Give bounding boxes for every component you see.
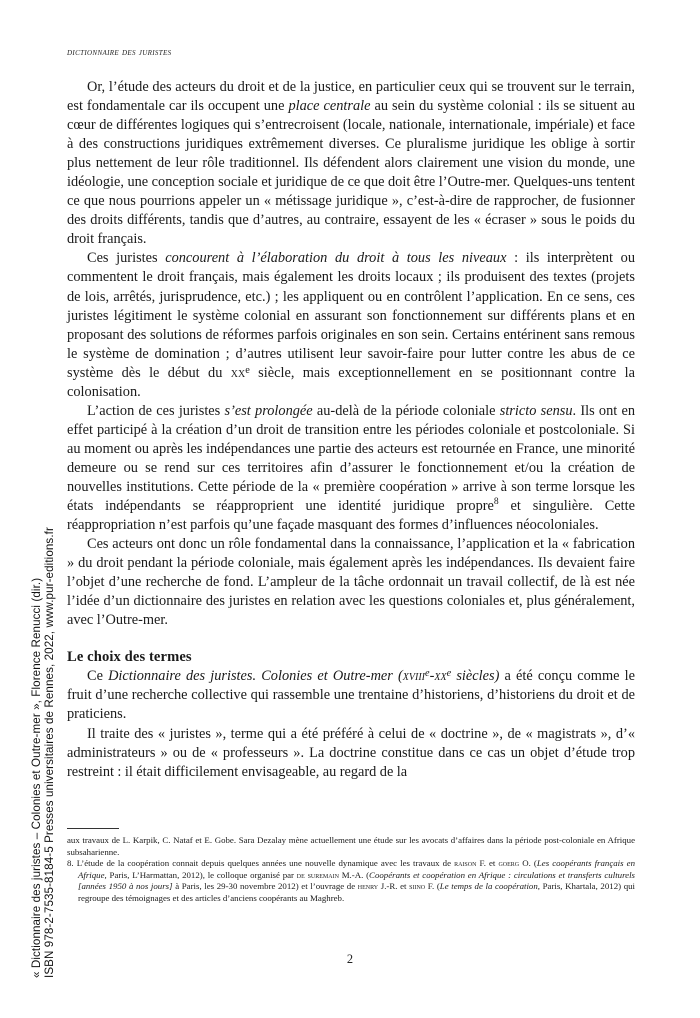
p5-work-title-end: siècles) bbox=[451, 668, 500, 685]
footnote-continuation: aux travaux de L. Karpik, C. Nataf et E. Gobe. Sara Dezalay mène actuellement une étude sur les avocats d’affaires dans la période post-coloniale en Afrique subsaharienne. bbox=[67, 835, 635, 857]
footnote-8-text-b: F. et bbox=[476, 858, 499, 869]
p5-century-1: xviii bbox=[402, 668, 426, 685]
footnote-8-text-i: , Paris, Khartala, 2012) qui regroupe des témoignages et des articles d’anciens coopérants au Maghreb. bbox=[78, 881, 635, 903]
footnote-8-text-e: M.-A. ( bbox=[338, 869, 370, 880]
p3-text-b: au-delà de la période coloniale bbox=[312, 402, 500, 419]
p5-century-2-ordinal: e bbox=[446, 668, 452, 680]
p3-emphasis-1: s’est prolongée bbox=[224, 402, 313, 419]
footnote-8-author-goerg: goerg bbox=[498, 858, 520, 869]
p2-century-ordinal: e bbox=[245, 364, 250, 376]
footnote-8-text-g: J.-R. et bbox=[378, 881, 410, 892]
footnote-8-author-raison: raison bbox=[454, 858, 477, 869]
footnote-8-text-d: , Paris, L’Harmattan, 2012), le colloque organisé par bbox=[104, 869, 297, 880]
paragraph-4: Ces acteurs ont donc un rôle fondamental dans la connaissance, l’application et la « fabrication » du droit pendant la période coloniale, mais également après les indépendances. Ils devaient faire l’objet d’une recherche de fond. L’ampleur de la tâche ordonnait un travail collectif, de là est née l’idée d’un dictionnaire des juristes en relation avec les questions coloniales et, plus généralement, avec l’Outre-mer. bbox=[67, 536, 635, 629]
p2-text-b: : ils interprètent ou commentent le droit français, mais également les droits locaux ; ils produisent des textes (projets de lois, arrêtés, jurisprudence, etc.) ; les appliquent ou en contrôlent l’application. En ce sens, ces juristes légitiment le système colonial en assurant son fonctionnement sur différents plans et en proposant des solutions de réformes parfois originales en son sein. Certains entérinent sans remous le système de domination ; d’autres utilisent leur savoir-faire pour lutter contre les abus de ce système dès le début du bbox=[67, 250, 635, 381]
spine-copyright-strip bbox=[0, 0, 56, 1018]
footnote-8-author-siino: siino bbox=[409, 881, 426, 892]
paragraph-6: Il traite des « juristes », terme qui a été préféré à celui de « doctrine », de « magistrats », d’« administrateurs » ou de « professeurs ». La doctrine constitue dans ce cas un objet d’étude trop restreint : il était difficilement envisageable, au regard de la bbox=[67, 725, 635, 780]
main-text-column bbox=[67, 78, 635, 782]
spine-isbn-line: ISBN 978-2-7535-8184-5 Presses universitaires de Rennes, 2022, www.pur-editions.fr bbox=[43, 527, 56, 978]
p1-text-b: au sein du système colonial : ils se situent au cœur de différentes logiques qui s’entrecroisent (locale, nationale, internationale, impériale) et face à des constructions juridiques extrêmement diverses. Ce pluralisme juridique les oblige à sortir plus nettement de leur rôle traditionnel. Ils défendent alors clairement une vision du monde, une idéologie, une conception sociale et juridique de ce que doit être l’Outre-mer. Quelques-uns tentent ce que nous pourrions appeler un « métissage juridique », c’est-à-dire de rapprocher, de fusionner des droits différents, tandis que d’autres, au contraire, essayent de les « écraser » sous le poids du droit français. bbox=[67, 98, 635, 248]
footnote-8 bbox=[67, 858, 635, 904]
p2-emphasis: concourent à l’élaboration du droit à tous les niveaux bbox=[165, 250, 507, 267]
footnote-reference-8[interactable]: 8 bbox=[493, 496, 499, 508]
p5-century-1-ordinal: e bbox=[425, 668, 430, 680]
footnote-8-text-a: L’étude de la coopération connait depuis quelques années une nouvelle dynamique avec les travaux de bbox=[73, 858, 455, 869]
p2-text-a: Ces juristes bbox=[87, 250, 166, 267]
footnote-8-title-2: Coopérants et coopération en Afrique : circulations et transferts culturels [années 1950 à nos jours] bbox=[78, 869, 636, 892]
p5-work-title: Dictionnaire des juristes. Colonies et Outre-mer ( bbox=[108, 668, 403, 685]
footnote-8-title-3: Le temps de la coopération bbox=[439, 881, 538, 892]
footnote-8-title-1: Les coopérants français en Afrique bbox=[78, 858, 635, 880]
footnote-8-text-f: à Paris, les 29-30 novembre 2012) et l’ouvrage de bbox=[172, 881, 358, 892]
footnote-separator-rule bbox=[67, 828, 119, 829]
paragraph-5 bbox=[67, 667, 635, 724]
p2-text-c: siècle, mais exceptionnellement en se positionnant contre la colonisation. bbox=[67, 364, 635, 400]
p5-text-b: a été conçu comme le fruit d’une recherche collective qui rassemble une trentaine d’historiens, d’historiens du droit et de praticiens. bbox=[67, 668, 635, 723]
paragraph-2 bbox=[67, 249, 635, 401]
footnote-8-number: 8. bbox=[67, 858, 74, 869]
p3-emphasis-2: stricto sensu bbox=[499, 402, 573, 419]
footnote-block bbox=[67, 828, 635, 904]
p5-century-dash: - bbox=[429, 668, 435, 685]
p2-century-numeral: xx bbox=[230, 364, 246, 381]
footnote-8-text-c: O. ( bbox=[519, 858, 537, 869]
p1-emphasis: place centrale bbox=[288, 98, 371, 115]
p3-text-a: L’action de ces juristes bbox=[87, 402, 225, 419]
page-number: 2 bbox=[346, 952, 354, 966]
p5-century-2: xx bbox=[434, 668, 447, 685]
paragraph-1 bbox=[67, 78, 635, 249]
footnote-8-text-h: F. ( bbox=[425, 881, 440, 892]
p3-text-c: . Ils ont en effet participé à la création d’un droit de transition entre les périodes coloniale et postcoloniale. Si au moment ou après les indépendances une partie des acteurs est retournée en France, une minorité demeure ou se rend sur ces territoires afin d’assurer le fonctionnement et/ou la création de nouvelles institutions. Cette période de la « première coopération » arrive à son terme lorsque les états indépendants se réapproprient une identité juridique propre bbox=[67, 402, 635, 515]
p3-text-d: et singulière. Cette réappropriation n’est parfois qu’une façade masquant des formes d’influences néocoloniales. bbox=[67, 498, 635, 534]
running-head: dictionnaire des juristes bbox=[67, 47, 172, 58]
footnote-8-author-de-suremain: de suremain bbox=[296, 869, 339, 880]
paragraph-3 bbox=[67, 402, 635, 535]
spine-title-line: « Dictionnaire des juristes – Colonies et Outre-mer », Florence Renucci (dir.) bbox=[30, 577, 43, 978]
p5-text-a: Ce bbox=[87, 668, 109, 685]
p1-text-a: Or, l’étude des acteurs du droit et de la justice, en particulier ceux qui se trouvent sur le terrain, est fondamentale car ils occupent une bbox=[67, 79, 635, 115]
section-heading-le-choix-des-termes: Le choix des termes bbox=[67, 649, 192, 666]
footnote-8-author-henry: henry bbox=[357, 881, 379, 892]
